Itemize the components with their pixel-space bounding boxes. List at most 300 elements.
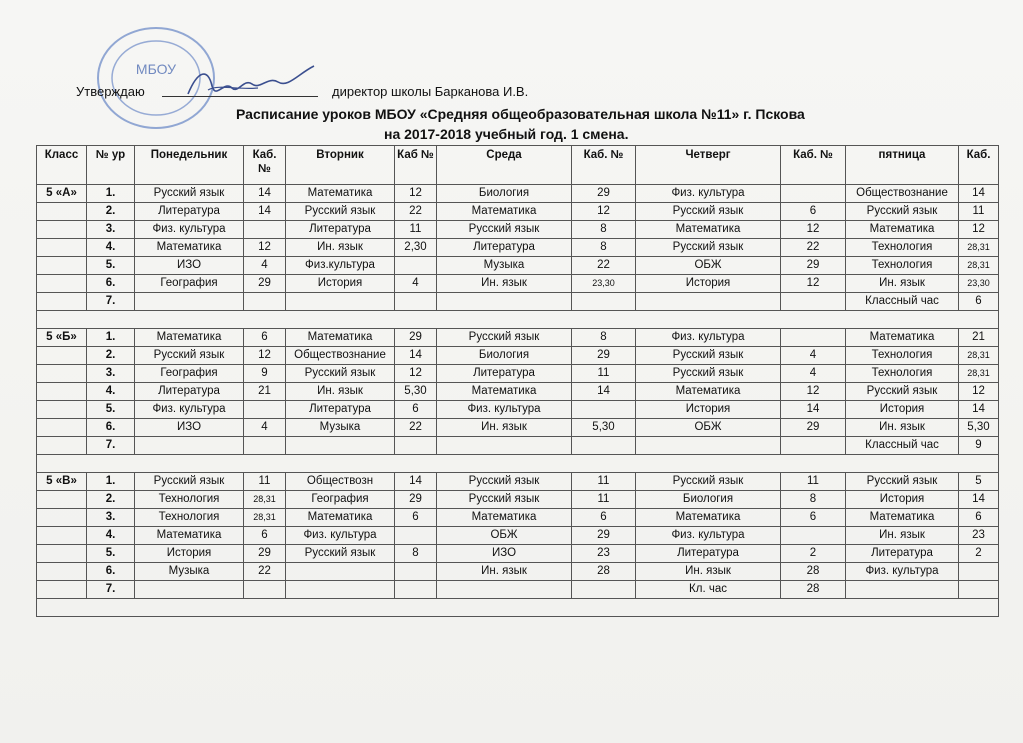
room-cell (572, 581, 636, 599)
col-header: Класс (37, 146, 87, 185)
director-text: директор школы Барканова И.В. (332, 84, 529, 99)
subject-cell: Ин. язык (636, 563, 781, 581)
room-cell: 11 (572, 491, 636, 509)
col-header: Каб № (395, 146, 437, 185)
subject-cell: Математика (846, 509, 959, 527)
room-cell: 6 (572, 509, 636, 527)
room-cell: 6 (395, 401, 437, 419)
room-cell: 29 (244, 545, 286, 563)
subject-cell: Ин. язык (286, 383, 395, 401)
subject-cell: История (636, 401, 781, 419)
subject-cell: Математика (636, 509, 781, 527)
room-cell (572, 401, 636, 419)
subject-cell: Музыка (286, 419, 395, 437)
subject-cell: Ин. язык (846, 275, 959, 293)
room-cell (572, 437, 636, 455)
room-cell (395, 581, 437, 599)
room-cell: 9 (244, 365, 286, 383)
col-header: Каб. № (244, 146, 286, 185)
table-row (37, 293, 999, 311)
room-cell: 12 (244, 239, 286, 257)
room-cell: 14 (572, 383, 636, 401)
subject-cell: Ин. язык (846, 527, 959, 545)
room-cell (959, 581, 999, 599)
table-row (37, 257, 999, 275)
table-row (37, 527, 999, 545)
subject-cell: Математика (286, 185, 395, 203)
room-cell (395, 563, 437, 581)
subject-cell: География (135, 275, 244, 293)
room-cell: 23 (572, 545, 636, 563)
col-header: Понедельник (135, 146, 244, 185)
subject-cell: Литература (135, 383, 244, 401)
subject-cell (286, 581, 395, 599)
lesson-number-cell: 6. (87, 419, 135, 437)
subject-cell: Биология (636, 491, 781, 509)
subject-cell: ОБЖ (636, 257, 781, 275)
subject-cell: Обществознание (286, 347, 395, 365)
subject-cell: История (636, 275, 781, 293)
subject-cell: История (286, 275, 395, 293)
room-cell: 11 (781, 473, 846, 491)
stamp-text: МБОУ (135, 61, 177, 77)
subject-cell (135, 581, 244, 599)
room-cell: 28,31 (959, 257, 999, 275)
subject-cell: ИЗО (135, 419, 244, 437)
page-subtitle: на 2017-2018 учебный год. 1 смена. (384, 126, 629, 142)
subject-cell: Математика (437, 203, 572, 221)
class-name-cell (37, 257, 87, 275)
table-row (37, 419, 999, 437)
room-cell (395, 257, 437, 275)
subject-cell: Русский язык (135, 347, 244, 365)
class-name-cell (37, 419, 87, 437)
subject-cell: Русский язык (846, 203, 959, 221)
room-cell: 2,30 (395, 239, 437, 257)
lesson-number-cell: 7. (87, 581, 135, 599)
subject-cell: Ин. язык (286, 239, 395, 257)
table-row (37, 509, 999, 527)
table-row (37, 473, 999, 491)
room-cell: 8 (395, 545, 437, 563)
room-cell: 9 (959, 437, 999, 455)
room-cell: 6 (959, 293, 999, 311)
room-cell (244, 221, 286, 239)
subject-cell: Русский язык (286, 545, 395, 563)
room-cell: 8 (572, 239, 636, 257)
room-cell: 11 (244, 473, 286, 491)
subject-cell: Русский язык (846, 473, 959, 491)
subject-cell: Физ. культура (636, 185, 781, 203)
room-cell: 11 (572, 365, 636, 383)
subject-cell: Литература (846, 545, 959, 563)
lesson-number-cell: 2. (87, 203, 135, 221)
room-cell: 29 (781, 419, 846, 437)
spacer-row (37, 599, 999, 617)
col-header: Среда (437, 146, 572, 185)
lesson-number-cell: 3. (87, 509, 135, 527)
subject-cell: Обществозн (286, 473, 395, 491)
lesson-number-cell: 7. (87, 293, 135, 311)
subject-cell: Классный час (846, 293, 959, 311)
subject-cell: История (135, 545, 244, 563)
subject-cell: Ин. язык (846, 419, 959, 437)
class-name-cell: 5 «А» (37, 185, 87, 203)
signature-icon (178, 60, 318, 106)
lesson-number-cell: 6. (87, 563, 135, 581)
subject-cell: Русский язык (636, 365, 781, 383)
room-cell: 28 (572, 563, 636, 581)
class-name-cell (37, 275, 87, 293)
room-cell: 12 (572, 203, 636, 221)
room-cell: 6 (244, 329, 286, 347)
subject-cell: Физ. культура (636, 329, 781, 347)
table-row (37, 437, 999, 455)
room-cell (781, 185, 846, 203)
subject-cell: Русский язык (135, 185, 244, 203)
room-cell: 11 (395, 221, 437, 239)
subject-cell: Математика (135, 239, 244, 257)
spacer-cell (37, 599, 999, 617)
col-header: Каб. № (572, 146, 636, 185)
schedule-body (37, 185, 999, 617)
room-cell: 28,31 (959, 239, 999, 257)
class-name-cell (37, 563, 87, 581)
subject-cell (286, 293, 395, 311)
room-cell: 14 (395, 473, 437, 491)
subject-cell (135, 437, 244, 455)
subject-cell: Математика (846, 221, 959, 239)
subject-cell: География (135, 365, 244, 383)
room-cell: 29 (244, 275, 286, 293)
room-cell: 29 (572, 347, 636, 365)
spacer-row (37, 455, 999, 473)
room-cell: 22 (572, 257, 636, 275)
room-cell: 22 (395, 419, 437, 437)
table-row (37, 185, 999, 203)
room-cell: 22 (781, 239, 846, 257)
subject-cell: Математика (135, 527, 244, 545)
subject-cell: Математика (286, 509, 395, 527)
subject-cell: Технология (846, 365, 959, 383)
room-cell: 22 (395, 203, 437, 221)
subject-cell: Русский язык (286, 365, 395, 383)
table-row (37, 365, 999, 383)
room-cell: 22 (244, 563, 286, 581)
subject-cell: Физ.культура (286, 257, 395, 275)
room-cell (781, 329, 846, 347)
room-cell: 29 (781, 257, 846, 275)
lesson-number-cell: 4. (87, 383, 135, 401)
subject-cell: ИЗО (437, 545, 572, 563)
class-name-cell (37, 509, 87, 527)
room-cell: 28 (781, 581, 846, 599)
table-row (37, 581, 999, 599)
subject-cell: Математика (437, 509, 572, 527)
room-cell: 28,31 (244, 509, 286, 527)
subject-cell (135, 293, 244, 311)
approve-label: Утверждаю (76, 84, 145, 99)
class-name-cell (37, 437, 87, 455)
room-cell: 6 (959, 509, 999, 527)
table-row (37, 221, 999, 239)
subject-cell (437, 581, 572, 599)
subject-cell: Ин. язык (437, 563, 572, 581)
room-cell: 14 (959, 185, 999, 203)
lesson-number-cell: 6. (87, 275, 135, 293)
class-name-cell (37, 365, 87, 383)
subject-cell: География (286, 491, 395, 509)
room-cell (395, 437, 437, 455)
class-name-cell (37, 581, 87, 599)
page-title: Расписание уроков МБОУ «Средняя общеобразовательная школа №11» г. Пскова (236, 106, 805, 122)
schedule-table (36, 145, 999, 617)
col-header: Каб. № (781, 146, 846, 185)
room-cell: 2 (959, 545, 999, 563)
subject-cell: Математика (286, 329, 395, 347)
room-cell: 12 (959, 383, 999, 401)
subject-cell: Физ. культура (135, 221, 244, 239)
subject-cell: Русский язык (636, 473, 781, 491)
room-cell (244, 437, 286, 455)
room-cell: 21 (244, 383, 286, 401)
subject-cell: Русский язык (437, 473, 572, 491)
lesson-number-cell: 5. (87, 401, 135, 419)
subject-cell: Физ. культура (636, 527, 781, 545)
class-name-cell (37, 545, 87, 563)
room-cell: 12 (781, 275, 846, 293)
lesson-number-cell: 3. (87, 365, 135, 383)
room-cell: 12 (395, 365, 437, 383)
room-cell (244, 581, 286, 599)
subject-cell: Классный час (846, 437, 959, 455)
subject-cell: Математика (846, 329, 959, 347)
room-cell: 5,30 (572, 419, 636, 437)
room-cell: 8 (781, 491, 846, 509)
subject-cell: Математика (636, 221, 781, 239)
subject-cell: Музыка (135, 563, 244, 581)
col-header: Четверг (636, 146, 781, 185)
room-cell: 6 (244, 527, 286, 545)
subject-cell: Физ. культура (437, 401, 572, 419)
room-cell: 4 (781, 365, 846, 383)
subject-cell: Обществознание (846, 185, 959, 203)
room-cell: 14 (244, 185, 286, 203)
room-cell: 12 (395, 185, 437, 203)
room-cell: 5,30 (959, 419, 999, 437)
room-cell: 4 (395, 275, 437, 293)
class-name-cell (37, 401, 87, 419)
subject-cell: Русский язык (437, 491, 572, 509)
subject-cell: История (846, 491, 959, 509)
room-cell: 12 (244, 347, 286, 365)
subject-cell: Русский язык (636, 347, 781, 365)
subject-cell (636, 437, 781, 455)
col-header: Вторник (286, 146, 395, 185)
lesson-number-cell: 1. (87, 473, 135, 491)
subject-cell: Русский язык (636, 239, 781, 257)
subject-cell: Русский язык (286, 203, 395, 221)
subject-cell: Русский язык (135, 473, 244, 491)
lesson-number-cell: 2. (87, 347, 135, 365)
room-cell: 21 (959, 329, 999, 347)
col-header: Каб. (959, 146, 999, 185)
room-cell (959, 563, 999, 581)
subject-cell: Технология (846, 257, 959, 275)
table-row (37, 275, 999, 293)
room-cell (395, 527, 437, 545)
room-cell: 23,30 (572, 275, 636, 293)
room-cell: 11 (959, 203, 999, 221)
col-header: № ур (87, 146, 135, 185)
subject-cell: История (846, 401, 959, 419)
subject-cell: Математика (636, 383, 781, 401)
room-cell: 4 (244, 419, 286, 437)
subject-cell: Технология (135, 509, 244, 527)
table-row (37, 491, 999, 509)
lesson-number-cell: 5. (87, 545, 135, 563)
table-row (37, 329, 999, 347)
lesson-number-cell: 4. (87, 239, 135, 257)
subject-cell: Математика (135, 329, 244, 347)
room-cell: 12 (781, 383, 846, 401)
class-name-cell (37, 239, 87, 257)
room-cell (781, 293, 846, 311)
subject-cell: Русский язык (437, 329, 572, 347)
class-name-cell (37, 383, 87, 401)
room-cell: 8 (572, 221, 636, 239)
subject-cell (437, 293, 572, 311)
room-cell: 23,30 (959, 275, 999, 293)
class-name-cell: 5 «В» (37, 473, 87, 491)
subject-cell (846, 581, 959, 599)
table-row (37, 545, 999, 563)
subject-cell: Физ. культура (846, 563, 959, 581)
subject-cell (286, 437, 395, 455)
room-cell: 14 (959, 491, 999, 509)
room-cell: 28,31 (959, 347, 999, 365)
lesson-number-cell: 1. (87, 185, 135, 203)
subject-cell: Технология (135, 491, 244, 509)
subject-cell: Литература (437, 239, 572, 257)
class-name-cell: 5 «Б» (37, 329, 87, 347)
subject-cell: Литература (636, 545, 781, 563)
room-cell: 14 (959, 401, 999, 419)
room-cell: 29 (395, 329, 437, 347)
subject-cell (437, 437, 572, 455)
lesson-number-cell: 4. (87, 527, 135, 545)
class-name-cell (37, 203, 87, 221)
subject-cell: Математика (437, 383, 572, 401)
subject-cell: Ин. язык (437, 419, 572, 437)
subject-cell: ИЗО (135, 257, 244, 275)
spacer-cell (37, 311, 999, 329)
lesson-number-cell: 2. (87, 491, 135, 509)
subject-cell: Литература (286, 401, 395, 419)
subject-cell: Русский язык (846, 383, 959, 401)
room-cell: 29 (572, 185, 636, 203)
room-cell: 5 (959, 473, 999, 491)
room-cell: 23 (959, 527, 999, 545)
room-cell (244, 293, 286, 311)
subject-cell: Биология (437, 185, 572, 203)
room-cell (781, 437, 846, 455)
table-row (37, 239, 999, 257)
room-cell: 29 (395, 491, 437, 509)
table-row (37, 563, 999, 581)
table-row (37, 401, 999, 419)
room-cell (781, 527, 846, 545)
room-cell: 14 (395, 347, 437, 365)
class-name-cell (37, 347, 87, 365)
subject-cell (286, 563, 395, 581)
subject-cell: Музыка (437, 257, 572, 275)
room-cell: 2 (781, 545, 846, 563)
room-cell: 28 (781, 563, 846, 581)
subject-cell: Технология (846, 347, 959, 365)
room-cell: 6 (395, 509, 437, 527)
table-row (37, 347, 999, 365)
room-cell: 28,31 (959, 365, 999, 383)
lesson-number-cell: 3. (87, 221, 135, 239)
room-cell: 28,31 (244, 491, 286, 509)
room-cell: 14 (781, 401, 846, 419)
room-cell: 29 (572, 527, 636, 545)
room-cell: 5,30 (395, 383, 437, 401)
room-cell (572, 293, 636, 311)
signature-line (162, 96, 318, 97)
subject-cell: Литература (437, 365, 572, 383)
subject-cell: Физ. культура (135, 401, 244, 419)
lesson-number-cell: 7. (87, 437, 135, 455)
subject-cell: Кл. час (636, 581, 781, 599)
class-name-cell (37, 293, 87, 311)
subject-cell: Технология (846, 239, 959, 257)
room-cell: 12 (959, 221, 999, 239)
room-cell: 6 (781, 203, 846, 221)
room-cell: 4 (781, 347, 846, 365)
room-cell (395, 293, 437, 311)
spacer-cell (37, 455, 999, 473)
table-header-row (37, 146, 999, 185)
spacer-row (37, 311, 999, 329)
subject-cell: Биология (437, 347, 572, 365)
subject-cell: ОБЖ (636, 419, 781, 437)
room-cell: 12 (781, 221, 846, 239)
lesson-number-cell: 1. (87, 329, 135, 347)
subject-cell: Физ. культура (286, 527, 395, 545)
room-cell (244, 401, 286, 419)
room-cell: 6 (781, 509, 846, 527)
subject-cell: Русский язык (437, 221, 572, 239)
room-cell: 8 (572, 329, 636, 347)
subject-cell: Русский язык (636, 203, 781, 221)
class-name-cell (37, 527, 87, 545)
subject-cell: Литература (286, 221, 395, 239)
room-cell: 4 (244, 257, 286, 275)
col-header: пятница (846, 146, 959, 185)
subject-cell (636, 293, 781, 311)
subject-cell: Литература (135, 203, 244, 221)
table-row (37, 383, 999, 401)
lesson-number-cell: 5. (87, 257, 135, 275)
table-row (37, 203, 999, 221)
subject-cell: Ин. язык (437, 275, 572, 293)
class-name-cell (37, 221, 87, 239)
room-cell: 11 (572, 473, 636, 491)
subject-cell: ОБЖ (437, 527, 572, 545)
class-name-cell (37, 491, 87, 509)
